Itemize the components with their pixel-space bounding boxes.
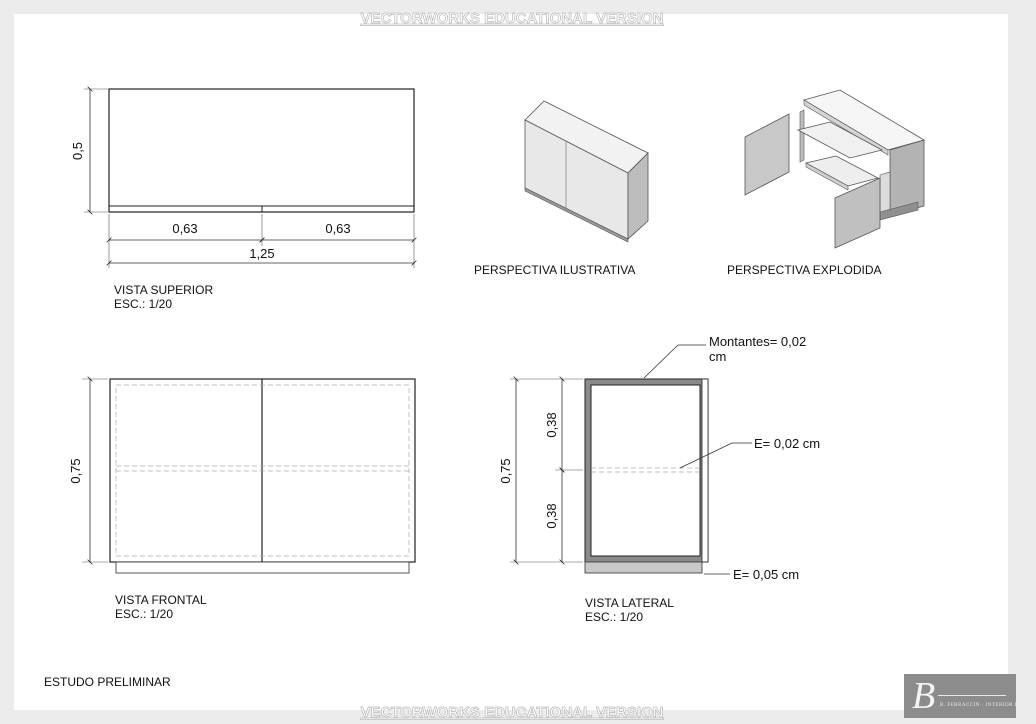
exploded-right-door <box>835 178 880 248</box>
uprights-leader <box>644 345 706 378</box>
front-height-dimension <box>82 379 108 562</box>
side-view-title: VISTA LATERAL <box>585 596 674 610</box>
top-view-title: VISTA SUPERIOR <box>114 283 214 297</box>
logo-letter: B <box>912 675 936 717</box>
side-height-dimensions <box>510 379 583 562</box>
exploded-left-door <box>745 114 789 195</box>
logo-subtitle: B. FERRACCIN · INTERIOR DESIGN <box>940 703 1036 708</box>
side-upper-height-label: 0,38 <box>544 412 559 438</box>
front-height-label: 0,75 <box>68 458 83 484</box>
side-view-scale: ESC.: 1/20 <box>585 610 644 624</box>
illustrative-perspective <box>474 101 648 277</box>
front-base <box>116 562 409 573</box>
depth-dimension <box>84 89 108 212</box>
exploded-perspective-title: PERSPECTIVA EXPLODIDA <box>727 263 882 277</box>
front-view-scale: ESC.: 1/20 <box>115 607 174 621</box>
watermark-bottom: VECTORWORKS EDUCATIONAL VERSION <box>360 704 664 721</box>
uprights-note-line2: cm <box>709 349 727 364</box>
top-view-scale: ESC.: 1/20 <box>114 297 173 311</box>
front-view-title: VISTA FRONTAL <box>115 593 207 607</box>
side-total-height-label: 0,75 <box>498 458 513 484</box>
watermark-top: VECTORWORKS EDUCATIONAL VERSION <box>360 10 664 27</box>
base-note: E= 0,05 cm <box>733 567 800 582</box>
door-width-right-label: 0,63 <box>325 221 351 236</box>
uprights-note-line1: Montantes= 0,02 <box>709 334 807 349</box>
stage-label: ESTUDO PRELIMINAR <box>44 675 171 689</box>
side-door-thickness <box>702 379 708 562</box>
designer-logo <box>904 674 1036 718</box>
illustrative-perspective-title: PERSPECTIVA ILUSTRATIVA <box>474 263 636 277</box>
side-lower-height-label: 0,38 <box>544 503 559 529</box>
top-view <box>70 89 414 311</box>
door-width-left-label: 0,63 <box>172 221 198 236</box>
side-base <box>585 562 702 573</box>
side-interior <box>591 385 700 556</box>
logo-swoosh <box>938 695 1006 696</box>
shelf-note: E= 0,02 cm <box>754 436 821 451</box>
side-view <box>498 334 820 624</box>
front-view <box>68 379 415 621</box>
top-view-outline <box>109 89 414 212</box>
total-width-label: 1,25 <box>249 246 275 261</box>
depth-label: 0,5 <box>70 141 85 161</box>
exploded-perspective <box>727 90 924 277</box>
